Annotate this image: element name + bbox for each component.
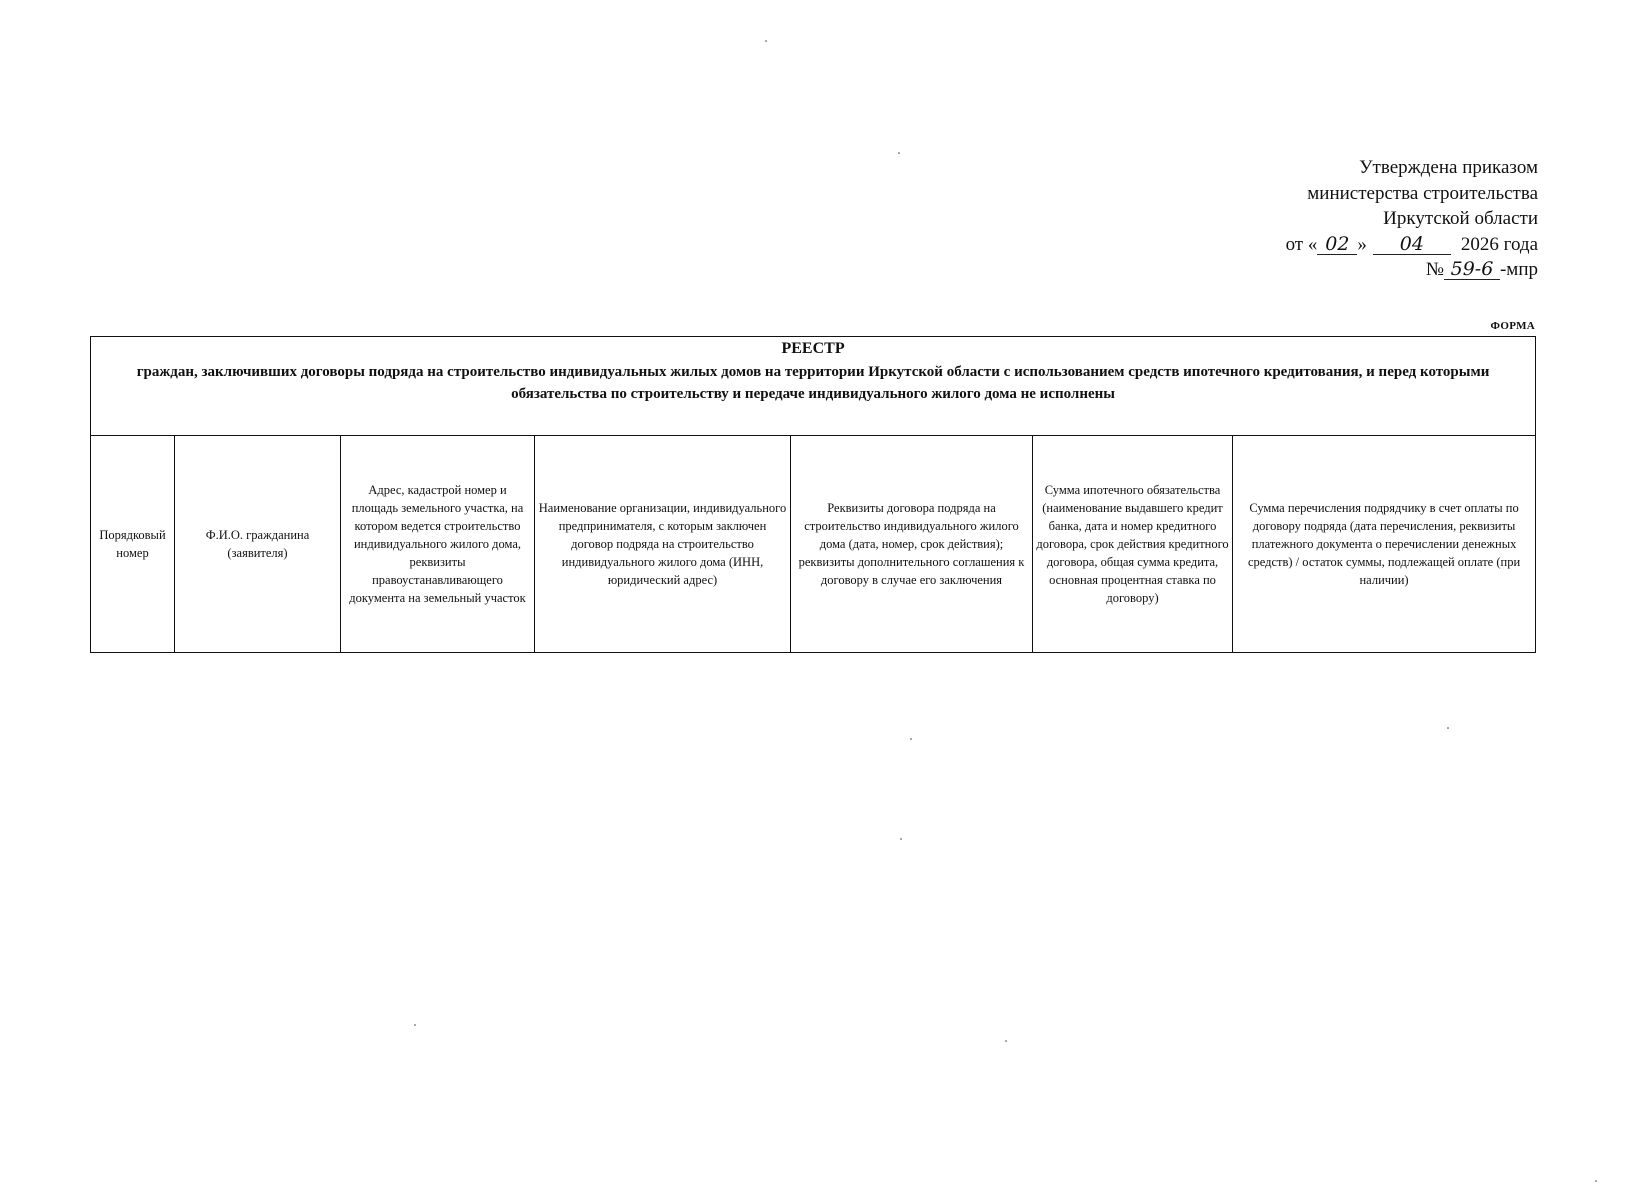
column-header-land-plot: Адрес, кадастрой номер и площадь земельного участка, на котором ведется строительство индивидуального жилого дома, реквизиты правоустанавливающего документа на земельный участок <box>341 436 535 653</box>
column-header-number: Порядковый номер <box>91 436 175 653</box>
approval-line-3: Иркутской области <box>1383 208 1538 229</box>
column-header-payment: Сумма перечисления подрядчику в счет оплаты по договору подряда (дата перечисления, реквизиты платежного документа о перечислении денежных средств) / остаток суммы, подлежащей оплате (при наличии) <box>1233 436 1536 653</box>
approval-number-line <box>1286 257 1538 283</box>
date-prefix: от « <box>1285 233 1318 255</box>
scan-speck <box>765 40 767 42</box>
column-header-full-name: Ф.И.О. гражданина (заявителя) <box>175 436 341 653</box>
column-header-mortgage: Сумма ипотечного обязательства (наименование выдавшего кредит банка, дата и номер кредитного договора, срок действия кредитного договора, общая сумма кредита, основная процентная ставка по договору) <box>1033 436 1233 653</box>
column-header-row <box>91 436 1536 653</box>
scan-speck <box>1447 727 1449 729</box>
scan-speck <box>900 838 902 840</box>
date-month-handwritten: 04 <box>1373 234 1451 255</box>
scan-speck <box>898 152 900 154</box>
scan-speck <box>414 1024 416 1026</box>
column-header-contract-details: Реквизиты договора подряда на строительство индивидуального жилого дома (дата, номер, срок действия); реквизиты дополнительного соглашения к договору в случае его заключения <box>791 436 1033 653</box>
registry-table <box>90 336 1536 653</box>
column-header-contractor: Наименование организации, индивидуального предпринимателя, с которым заключен договор подряда на строительство индивидуального жилого дома (ИНН, юридический адрес) <box>535 436 791 653</box>
number-suffix: -мпр <box>1499 259 1538 280</box>
scan-speck <box>1595 1180 1597 1182</box>
approval-line-2: министерства строительства <box>1307 182 1538 204</box>
scan-speck <box>910 738 912 740</box>
date-year: 2026 года <box>1460 233 1538 255</box>
number-prefix: № <box>1425 259 1444 280</box>
approval-block <box>1286 155 1538 283</box>
approval-line-1: Утверждена приказом <box>1359 157 1538 178</box>
approval-date-line <box>1286 232 1538 258</box>
number-handwritten: 59-6 <box>1444 259 1500 280</box>
registry-header <box>91 337 1536 436</box>
registry-subtitle: граждан, заключивших договоры подряда на строительство индивидуальных жилых домов на территории Иркутской области с использованием средств ипотечного кредитования, и перед которыми обязательства по строительству и передаче индивидуального жилого дома не исполнены <box>136 364 1490 402</box>
date-quote-close: » <box>1357 233 1367 255</box>
registry-title: РЕЕСТР <box>781 340 845 357</box>
date-day-handwritten: 02 <box>1317 234 1357 255</box>
form-label: ФОРМА <box>1490 320 1535 332</box>
scan-speck <box>1005 1040 1007 1042</box>
